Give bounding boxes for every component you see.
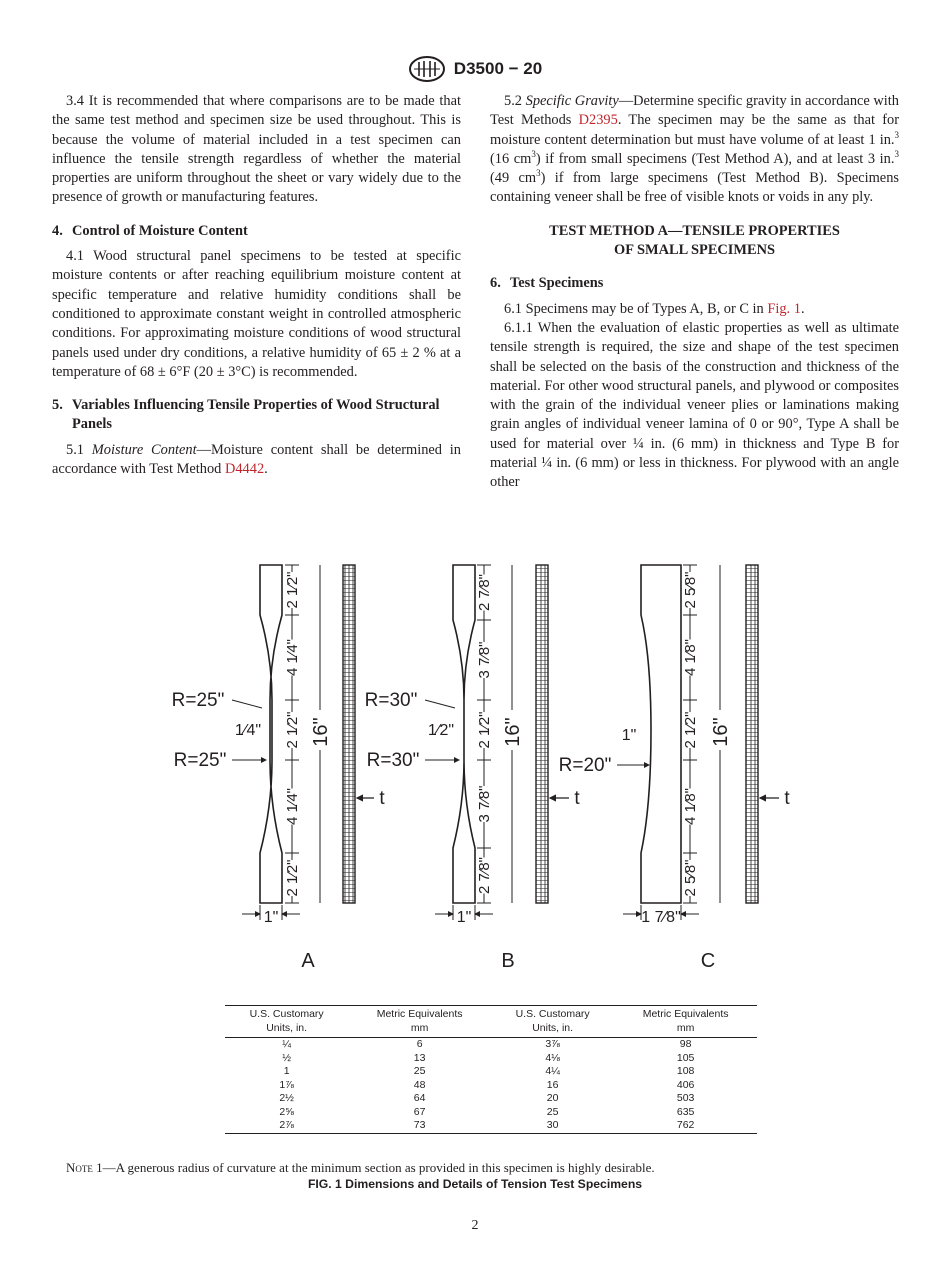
test-method-a-heading: TEST METHOD A—TENSILE PROPERTIES OF SMALL SPECIMENS	[549, 222, 840, 259]
specimen-figure	[160, 560, 800, 980]
table-row: 2⅝ 67 25 635	[279, 1105, 695, 1118]
dimension-label: 4 1⁄8"	[682, 638, 699, 677]
dimension-label: 2 1⁄2"	[476, 711, 493, 749]
dimension-label: 2 1⁄2"	[284, 859, 301, 897]
radius-label: R=20"	[558, 755, 612, 776]
para-4-1: 4.1 Wood structural panel specimens to be tested at specific moisture contents or after reaching equilibrium moisture content at specific temperature and relative humidity conditions shall be conditioned to approximate constant weight in controlled atmospheric conditions. For approximating moisture conditions of wood structural panels used under dry conditions, a relative humidity of 65 ± 2 % at a temperature of 68 ± 6°F (20 ± 3°C) is recommended.	[52, 248, 461, 380]
dimension-label: 2 7⁄8"	[476, 573, 493, 612]
col-header: Metric Equivalents mm	[614, 1006, 757, 1038]
specimen-a	[172, 565, 386, 972]
radius-leader	[232, 700, 262, 708]
min-width-label: 1⁄4"	[234, 722, 262, 739]
dimension-label: 3 7⁄8"	[476, 641, 493, 679]
radius-label: R=30"	[366, 750, 420, 771]
table-row: 1 25 4¼ 108	[283, 1065, 695, 1077]
dimension-label: 2 1⁄2"	[682, 711, 699, 749]
specimen-type-label: B	[501, 950, 515, 972]
link-d4442[interactable]: D4442	[224, 461, 265, 478]
dimension-label: 2 7⁄8"	[476, 856, 493, 895]
width-label: 1 7⁄8"	[641, 909, 681, 926]
col-header: Metric Equivalents mm	[348, 1006, 491, 1038]
dimension-label: 2 1⁄2"	[284, 711, 301, 749]
figure-note: Note 1—A generous radius of curvature at the minimum section as provided in this specimen is highly desirable.	[66, 1160, 655, 1175]
min-width-label: 1"	[621, 727, 637, 744]
width-label: 1"	[263, 909, 279, 926]
specimen-outline	[641, 565, 681, 903]
dimension-label: 2 1⁄2"	[284, 571, 301, 609]
para-6-1: 6.1 Specimens may be of Types A, B, or C in Fig. 1.	[504, 300, 805, 317]
specimen-type-label: C	[700, 950, 716, 972]
total-length-label: 16"	[310, 717, 332, 747]
page-header	[0, 56, 950, 82]
section-5-heading: 5. Variables Influencing Tensile Properties of Wood Structural Panels	[52, 397, 440, 433]
left-column	[52, 92, 461, 479]
dimension-label: 2 5⁄8"	[682, 859, 699, 897]
radius-leader	[425, 700, 455, 708]
designation: D3500 − 20	[453, 59, 543, 78]
page-number: 2	[471, 1218, 479, 1233]
specimen-outline	[453, 565, 475, 903]
total-length-label: 16"	[502, 717, 524, 747]
table-row: 2½ 64 20 503	[279, 1092, 695, 1104]
para-5-1: 5.1 Moisture Content—Moisture content shall be determined in accordance with Test Method D4442.	[52, 441, 461, 478]
specimen-c	[559, 565, 791, 972]
thickness-label: t	[574, 788, 580, 809]
link-d2395[interactable]: D2395	[578, 112, 618, 129]
min-width-label: 1⁄2"	[427, 722, 455, 739]
dimension-label: 4 1⁄4"	[284, 787, 301, 826]
ply-edge-view	[343, 565, 355, 903]
radius-label: R=30"	[364, 690, 418, 711]
col-header: U.S. Customary Units, in.	[491, 1006, 614, 1038]
right-column	[490, 92, 899, 493]
table-row: ¼ 6 3⅞ 98	[282, 1038, 692, 1050]
figure-caption: FIG. 1 Dimensions and Details of Tension Test Specimens	[307, 1177, 643, 1191]
table-row: 1⅞ 48 16 406	[279, 1078, 695, 1091]
radius-label: R=25"	[173, 750, 227, 771]
metric-equivalents-table	[225, 1005, 757, 1134]
table-row: 2⅞ 73 30 762	[225, 1119, 757, 1133]
astm-logo-icon	[408, 56, 446, 82]
ply-edge-view	[746, 565, 758, 903]
table-header-row	[225, 1006, 757, 1038]
specimen-type-label: A	[301, 950, 315, 972]
thickness-label: t	[784, 788, 790, 809]
section-4-heading: 4. Control of Moisture Content	[52, 222, 248, 239]
specimen-outline	[260, 565, 282, 903]
dimension-label: 2 5⁄8"	[682, 571, 699, 609]
para-6-1-1: 6.1.1 When the evaluation of elastic properties as well as ultimate tensile strength is required, the size and shape of the test specimen shall be selected on the basis of the construction and thickness of the material. For other wood structural panels, and plywood or composites with the grain of the individual veneer plies or laminations making grain angles of individual veneer lamina of 0 or 90°, Type A shall be used for material over ¼ in. (6 mm) in thickness and Type B for material ¼ in. (6 mm) or less in thickness. For plywood with an angle other	[490, 319, 899, 491]
width-label: 1"	[456, 909, 472, 926]
table-row: ½ 13 4⅛ 105	[282, 1051, 695, 1064]
total-length-label: 16"	[710, 717, 732, 747]
link-fig-1[interactable]: Fig. 1	[767, 300, 801, 317]
dimension-label: 3 7⁄8"	[476, 785, 493, 823]
para-5-2: 5.2 Specific Gravity—Determine specific gravity in accordance with Test Methods D2395. The specimen may be the same as that for moisture content determination but must have volume of at least 1 in.$^3$ (16 $cm^3$) if from small specimens (Test Method A), and at least 3 in.$^3$ (49 $cm^3$) if from large specimens (Test Method B). Specimens containing veneer shall be free of visible knots or voids in any ply.	[490, 93, 899, 206]
ply-edge-view	[536, 565, 548, 903]
radius-label: R=25"	[171, 690, 225, 711]
section-6-heading: 6. Test Specimens	[490, 275, 604, 292]
specimen-b	[365, 565, 581, 972]
dimension-label: 4 1⁄8"	[682, 787, 699, 826]
col-header: U.S. Customary Units, in.	[225, 1006, 348, 1038]
thickness-label: t	[379, 788, 385, 809]
dimension-label: 4 1⁄4"	[284, 638, 301, 677]
para-3-4: 3.4 It is recommended that where comparisons are to be made that the same test method and specimen size be used throughout. This is because the volume of material included in a test specimen can influence the tensile strength regardless of whether the material properties are uniform throughout the sheet or vary widely due to the presence of growth or manufacturing features.	[52, 93, 461, 206]
